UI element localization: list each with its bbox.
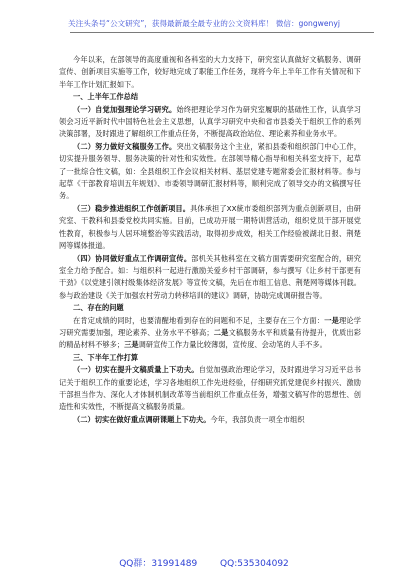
paragraph-lead: （三）稳步推进组织工作创新项目。 xyxy=(73,203,191,213)
page-header xyxy=(0,0,408,40)
paragraph-lead: （一）切实在提升文稿质量上下功夫。 xyxy=(73,365,199,375)
paragraph-problems xyxy=(59,315,361,352)
section-heading-plan: 三、下半年工作打算 xyxy=(73,352,139,362)
footer-qq-number: QQ:535304092 xyxy=(220,559,289,569)
footer-qq-group: QQ群：31991489 xyxy=(119,559,198,569)
problem-marker: 二是 xyxy=(213,327,229,337)
section-heading-problems: 二、存在的问题 xyxy=(73,303,124,313)
header-divider xyxy=(70,32,374,33)
page-footer xyxy=(0,556,408,569)
paragraph-lead: （一）自觉加强理论学习研究。 xyxy=(73,104,177,114)
paragraph-document-service xyxy=(59,141,361,203)
paragraph-text: 部机关其他科室在文稿方面需要研究室配合的，研究室全力给予配合。如：与组织科一起进行激励关爱乡村干部调研，参与撰写《让乡村干部更有干劲》《以党建引领村级集体经济发展》等宣传文稿，先后在市组工信息、荆楚网等媒体刊载。参与政治建设《关于加强农村劳动力转移培训的建议》调研，协助完成调研报告等。 xyxy=(59,253,361,300)
paragraph-lead: （四）协同做好重点工作调研宣传。 xyxy=(73,253,192,263)
paragraph-research-publicity xyxy=(59,253,361,303)
paragraph-theory-study xyxy=(59,104,361,141)
paragraph-innovation-project xyxy=(59,203,361,253)
paragraph-text: 突出文稿服务这个主业，紧扣县委和组织部门中心工作，切实提升服务领导、服务决策的针对性和实效性。在部领导精心指导和相关科室支持下，起草了一批综合性文稿，如：全县组织工作会议相关材料、基层党建专题常委会汇报材料等。参与起草《干部教育培训五年规划》、市委领导调研汇报材料等，顺利完成了领导交办的文稿撰写任务。 xyxy=(59,141,361,201)
paragraph-text: 自觉加强政治理论学习，及时跟进学习习近平总书记关于组织工作的重要论述，学习各地组织工作先进经验，仔细研究抓党建促乡村振兴、激励干部担当作为、深化人才体制机制改革等当前组织工作重点任务，增强文稿写作的思想性、创造性和实效性，不断提高文稿服务质量。 xyxy=(59,365,361,412)
paragraph-plan-quality xyxy=(59,364,361,414)
paragraph-text: 始终把理论学习作为研究室履职的基础性工作，认真学习领会习近平新时代中国特色社会主义思想，认真学习研究中央和省市县委关于组织工作的系列决策部署，及时跟进了解组织工作重点任务，不断提高政治站位、理论素养和业务水平。 xyxy=(59,104,361,139)
intro-paragraph: 今年以来，在部领导的高度重视和各科室的大力支持下，研究室认真做好文稿服务、调研宣传、创新项目实施等工作，较好地完成了职能工作任务，现将今年上半年工作有关情况和下半年工作计划汇报如下。 xyxy=(59,55,361,89)
document-body xyxy=(59,54,361,426)
paragraph-text: 在肯定成绩的同时，也要清醒地看到存在的问题和不足，主要存在三个方面： xyxy=(73,315,325,325)
header-banner: 关注头条号“公文研究”，获得最新最全最专业的公文资料库！ 微信：gongwenyj xyxy=(68,19,340,28)
paragraph-text: 今年，我部负责一项全市组织 xyxy=(210,414,305,424)
paragraph-text: 调研宣传工作力量比较薄弱，宣传度、会动笔的人手不多。 xyxy=(138,340,327,350)
paragraph-lead: （二）努力做好文稿服务工作。 xyxy=(73,141,177,151)
paragraph-plan-research xyxy=(59,414,361,426)
problem-marker: 一是 xyxy=(324,315,339,325)
paragraph-text: 文稿服务水平和质量有待提升，优质出彩的精品材料不够多； xyxy=(59,327,361,350)
paragraph-text: 具体承担了XX統市委组织部列为重点创新项目，由研究室、干教科和县委党校共同实施。目前，已成功开展一期特训营活动，组织党员干部开展党性教育，积极参与人居环境整治等实践活动，取得初步成效，相关工作经验被湖北日报、荆楚网等媒体报道。 xyxy=(59,203,361,251)
section-heading-summary: 一、上半年工作总结 xyxy=(73,92,139,102)
problem-marker: 三是 xyxy=(124,340,139,350)
paragraph-text: 理论学习研究需要加强，理论素养、业务水平不够高； xyxy=(59,315,361,337)
paragraph-lead: （二）切实在做好重点调研课题上下功夫。 xyxy=(73,414,211,424)
